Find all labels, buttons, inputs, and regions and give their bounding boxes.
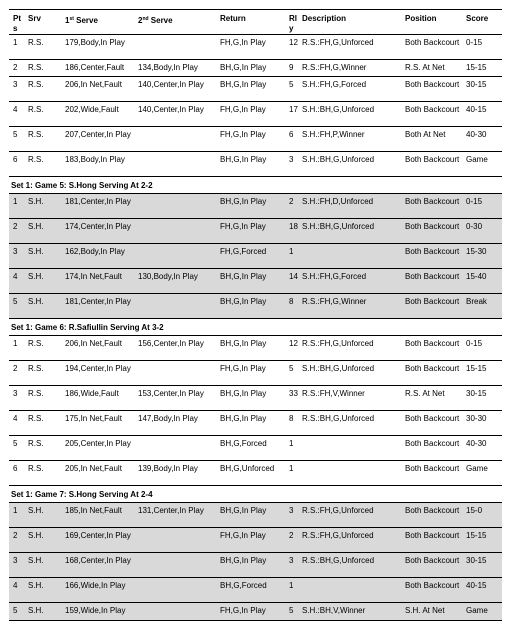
rally-cell: 3 <box>289 556 294 565</box>
table-row <box>9 152 502 177</box>
first-serve-cell: 205,In Net,Fault <box>65 464 122 473</box>
return-cell: BH,G,Unforced <box>220 464 275 473</box>
position-cell: Both Backcourt <box>405 222 460 231</box>
table-row <box>9 336 502 361</box>
score-cell: 0-15 <box>466 197 483 206</box>
second-serve-cell: 156,Center,In Play <box>138 339 204 348</box>
rally-cell: 8 <box>289 414 294 423</box>
position-cell: Both Backcourt <box>405 414 460 423</box>
position-cell: Both Backcourt <box>405 339 460 348</box>
first-serve-cell: 206,In Net,Fault <box>65 80 122 89</box>
header-first-serve <box>59 10 136 34</box>
first-serve-cell: 175,In Net,Fault <box>65 414 122 423</box>
rally-cell: 9 <box>289 63 294 72</box>
return-cell: BH,G,In Play <box>220 339 267 348</box>
rally-cell: 3 <box>289 155 294 164</box>
server-cell: R.S. <box>28 464 44 473</box>
second-serve-cell: 140,Center,In Play <box>138 80 204 89</box>
position-cell: Both Backcourt <box>405 464 460 473</box>
score-cell: 40-15 <box>466 581 487 590</box>
second-serve-cell <box>136 194 214 218</box>
second-serve-cell: 131,Center,In Play <box>138 506 204 515</box>
table-row <box>9 461 502 486</box>
first-serve-cell: 168,Center,In Play <box>65 556 131 565</box>
score-cell: 30-15 <box>466 389 487 398</box>
table-row <box>9 102 502 127</box>
return-cell: BH,G,In Play <box>220 556 267 565</box>
server-cell: S.H. <box>28 297 44 306</box>
header-first-serve-word: Serve <box>73 16 98 25</box>
server-cell: S.H. <box>28 272 44 281</box>
second-serve-cell: 147,Body,In Play <box>138 414 198 423</box>
server-cell: S.H. <box>28 506 44 515</box>
score-cell: Game <box>466 464 488 473</box>
table-row <box>9 503 502 528</box>
server-cell: R.S. <box>28 439 44 448</box>
points-cell: 5 <box>13 606 18 615</box>
description-cell: R.S.:FH,G,Unforced <box>302 339 374 348</box>
table-row <box>9 35 502 60</box>
second-serve-cell <box>136 553 214 577</box>
position-cell: Both At Net <box>405 130 446 139</box>
table-row <box>9 60 502 77</box>
position-cell: R.S. At Net <box>405 389 445 398</box>
server-cell: S.H. <box>28 556 44 565</box>
server-cell: R.S. <box>28 155 44 164</box>
rally-cell: 5 <box>289 364 294 373</box>
table-row <box>9 244 502 269</box>
table-row <box>9 411 502 436</box>
score-cell: 40-30 <box>466 130 487 139</box>
rally-cell: 1 <box>289 581 294 590</box>
second-serve-cell <box>136 603 214 620</box>
points-cell: 3 <box>13 80 18 89</box>
first-serve-cell: 205,Center,In Play <box>65 439 131 448</box>
position-cell: Both Backcourt <box>405 297 460 306</box>
position-cell: Both Backcourt <box>405 247 460 256</box>
second-serve-cell: 140,Center,In Play <box>138 105 204 114</box>
position-cell: Both Backcourt <box>405 439 460 448</box>
score-cell: 0-15 <box>466 38 483 47</box>
header-second-serve-sup: nd <box>142 16 149 22</box>
position-cell: R.S. At Net <box>405 63 445 72</box>
table-header-row <box>9 10 502 35</box>
points-cell: 1 <box>13 339 18 348</box>
table-row <box>9 528 502 553</box>
server-cell: R.S. <box>28 364 44 373</box>
header-second-serve-word: Serve <box>148 16 173 25</box>
points-cell: 3 <box>13 389 18 398</box>
return-cell: BH,G,Forced <box>220 439 267 448</box>
first-serve-cell: 181,Center,In Play <box>65 197 131 206</box>
first-serve-cell: 181,Center,In Play <box>65 297 131 306</box>
server-cell: R.S. <box>28 389 44 398</box>
score-cell: Game <box>466 155 488 164</box>
header-rally: Rl y <box>289 14 297 33</box>
return-cell: FH,G,In Play <box>220 105 266 114</box>
first-serve-cell: 202,Wide,Fault <box>65 105 119 114</box>
table-row <box>9 361 502 386</box>
first-serve-cell: 186,Wide,Fault <box>65 389 119 398</box>
score-cell: 15-15 <box>466 63 487 72</box>
points-cell: 2 <box>13 364 18 373</box>
table-row <box>9 603 502 620</box>
rally-cell: 12 <box>289 339 298 348</box>
return-cell: BH,G,In Play <box>220 155 267 164</box>
first-serve-cell: 159,Wide,In Play <box>65 606 126 615</box>
second-serve-cell: 130,Body,In Play <box>138 272 198 281</box>
table-row <box>9 77 502 102</box>
rally-cell: 6 <box>289 130 294 139</box>
score-cell: 15-0 <box>466 506 483 515</box>
points-cell: 2 <box>13 222 18 231</box>
return-cell: FH,G,In Play <box>220 130 266 139</box>
points-cell: 6 <box>13 464 18 473</box>
return-cell: BH,G,Forced <box>220 581 267 590</box>
score-cell: 15-40 <box>466 272 487 281</box>
point-by-point-table <box>9 9 502 621</box>
header-first-serve-num: 1 <box>65 16 70 25</box>
server-cell: S.H. <box>28 247 44 256</box>
return-cell: BH,G,In Play <box>220 297 267 306</box>
points-cell: 1 <box>13 506 18 515</box>
game-section-title: Set 1: Game 7: S.Hong Serving At 2-4 <box>9 486 502 503</box>
rally-cell: 3 <box>289 506 294 515</box>
server-cell: R.S. <box>28 414 44 423</box>
points-cell: 6 <box>13 155 18 164</box>
score-cell: 30-15 <box>466 80 487 89</box>
rally-cell: 1 <box>289 247 294 256</box>
description-cell: S.H.:FH,G,Forced <box>302 272 367 281</box>
points-cell: 5 <box>13 130 18 139</box>
description-cell: S.H.:BH,G,Unforced <box>302 222 375 231</box>
rally-cell: 5 <box>289 606 294 615</box>
description-cell: S.H.:FH,G,Forced <box>302 80 367 89</box>
description-cell <box>299 244 399 268</box>
description-cell <box>299 578 399 602</box>
return-cell: FH,G,Forced <box>220 247 267 256</box>
table-row <box>9 194 502 219</box>
first-serve-cell: 179,Body,In Play <box>65 38 125 47</box>
first-serve-cell: 183,Body,In Play <box>65 155 125 164</box>
header-server: Srv <box>28 14 41 23</box>
points-cell: 4 <box>13 272 18 281</box>
first-serve-cell: 185,In Net,Fault <box>65 506 122 515</box>
points-cell: 2 <box>13 63 18 72</box>
points-cell: 4 <box>13 414 18 423</box>
server-cell: S.H. <box>28 606 44 615</box>
score-cell: Break <box>466 297 487 306</box>
header-position: Position <box>405 14 437 23</box>
header-score: Score <box>466 14 489 23</box>
table-body <box>9 35 502 620</box>
position-cell: Both Backcourt <box>405 105 460 114</box>
return-cell: FH,G,In Play <box>220 531 266 540</box>
table-row <box>9 294 502 319</box>
description-cell <box>299 461 399 485</box>
header-second-serve <box>136 10 214 34</box>
position-cell: Both Backcourt <box>405 197 460 206</box>
server-cell: S.H. <box>28 197 44 206</box>
position-cell: Both Backcourt <box>405 38 460 47</box>
description-cell: R.S.:BH,G,Unforced <box>302 556 375 565</box>
return-cell: BH,G,In Play <box>220 506 267 515</box>
return-cell: BH,G,In Play <box>220 63 267 72</box>
return-cell: FH,G,In Play <box>220 364 266 373</box>
description-cell: R.S.:FH,G,Winner <box>302 63 367 72</box>
second-serve-cell <box>136 219 214 243</box>
header-second-serve-num: 2 <box>138 16 143 25</box>
position-cell: Both Backcourt <box>405 272 460 281</box>
header-description: Description <box>302 14 347 23</box>
table-row <box>9 553 502 578</box>
points-cell: 1 <box>13 197 18 206</box>
game-section-title: Set 1: Game 5: S.Hong Serving At 2-2 <box>9 177 502 194</box>
description-cell <box>299 436 399 460</box>
second-serve-cell: 153,Center,In Play <box>138 389 204 398</box>
table-row <box>9 436 502 461</box>
first-serve-cell: 174,In Net,Fault <box>65 272 122 281</box>
rally-cell: 2 <box>289 197 294 206</box>
server-cell: R.S. <box>28 80 44 89</box>
description-cell: R.S.:FH,V,Winner <box>302 389 365 398</box>
second-serve-cell <box>136 436 214 460</box>
return-cell: FH,G,In Play <box>220 38 266 47</box>
return-cell: FH,G,In Play <box>220 222 266 231</box>
points-cell: 5 <box>13 439 18 448</box>
second-serve-cell <box>136 361 214 385</box>
rally-cell: 12 <box>289 38 298 47</box>
return-cell: BH,G,In Play <box>220 197 267 206</box>
first-serve-cell: 206,In Net,Fault <box>65 339 122 348</box>
second-serve-cell <box>136 294 214 318</box>
rally-cell: 1 <box>289 464 294 473</box>
score-cell: 0-15 <box>466 339 483 348</box>
points-cell: 4 <box>13 581 18 590</box>
position-cell: S.H. At Net <box>405 606 445 615</box>
server-cell: S.H. <box>28 581 44 590</box>
rally-cell: 8 <box>289 297 294 306</box>
score-cell: 0-30 <box>466 222 483 231</box>
server-cell: R.S. <box>28 105 44 114</box>
return-cell: BH,G,In Play <box>220 80 267 89</box>
return-cell: BH,G,In Play <box>220 414 267 423</box>
server-cell: R.S. <box>28 38 44 47</box>
return-cell: FH,G,In Play <box>220 606 266 615</box>
position-cell: Both Backcourt <box>405 556 460 565</box>
table-row <box>9 578 502 603</box>
score-cell: 30-15 <box>466 556 487 565</box>
description-cell: R.S.:FH,G,Unforced <box>302 38 374 47</box>
server-cell: S.H. <box>28 222 44 231</box>
first-serve-cell: 194,Center,In Play <box>65 364 131 373</box>
rally-cell: 5 <box>289 80 294 89</box>
position-cell: Both Backcourt <box>405 364 460 373</box>
description-cell: S.H.:FH,D,Unforced <box>302 197 374 206</box>
points-cell: 2 <box>13 531 18 540</box>
description-cell: S.H.:BH,G,Unforced <box>302 364 375 373</box>
first-serve-cell: 186,Center,Fault <box>65 63 125 72</box>
score-cell: 30-30 <box>466 414 487 423</box>
description-cell: R.S.:FH,G,Unforced <box>302 506 374 515</box>
rally-cell: 2 <box>289 531 294 540</box>
description-cell: R.S.:FH,G,Winner <box>302 297 367 306</box>
table-row <box>9 219 502 244</box>
score-cell: 15-30 <box>466 247 487 256</box>
points-cell: 3 <box>13 247 18 256</box>
first-serve-cell: 174,Center,In Play <box>65 222 131 231</box>
first-serve-cell: 162,Body,In Play <box>65 247 125 256</box>
rally-cell: 1 <box>289 439 294 448</box>
description-cell: S.H.:BH,G,Unforced <box>302 105 375 114</box>
second-serve-cell <box>136 244 214 268</box>
header-points: Pt s <box>13 14 21 33</box>
description-cell: R.S.:FH,G,Unforced <box>302 531 374 540</box>
position-cell: Both Backcourt <box>405 531 460 540</box>
description-cell: S.H.:FH,P,Winner <box>302 130 365 139</box>
rally-cell: 33 <box>289 389 298 398</box>
rally-cell: 18 <box>289 222 298 231</box>
score-cell: 15-15 <box>466 364 487 373</box>
points-cell: 5 <box>13 297 18 306</box>
second-serve-cell <box>136 127 214 151</box>
position-cell: Both Backcourt <box>405 80 460 89</box>
description-cell: R.S.:BH,G,Unforced <box>302 414 375 423</box>
rally-cell: 17 <box>289 105 298 114</box>
game-section-title: Set 1: Game 6: R.Safiullin Serving At 3-2 <box>9 319 502 336</box>
first-serve-cell: 169,Center,In Play <box>65 531 131 540</box>
table-row <box>9 269 502 294</box>
position-cell: Both Backcourt <box>405 506 460 515</box>
second-serve-cell: 134,Body,In Play <box>138 63 198 72</box>
score-cell: 40-15 <box>466 105 487 114</box>
score-cell: 40-30 <box>466 439 487 448</box>
server-cell: R.S. <box>28 63 44 72</box>
header-first-serve-sup: st <box>69 16 74 22</box>
points-cell: 1 <box>13 38 18 47</box>
first-serve-cell: 207,Center,In Play <box>65 130 131 139</box>
position-cell: Both Backcourt <box>405 581 460 590</box>
points-cell: 4 <box>13 105 18 114</box>
first-serve-cell: 166,Wide,In Play <box>65 581 126 590</box>
header-return: Return <box>220 14 246 23</box>
rally-cell: 14 <box>289 272 298 281</box>
position-cell: Both Backcourt <box>405 155 460 164</box>
second-serve-cell: 139,Body,In Play <box>138 464 198 473</box>
description-cell: S.H.:BH,V,Winner <box>302 606 366 615</box>
score-cell: 15-15 <box>466 531 487 540</box>
server-cell: S.H. <box>28 531 44 540</box>
score-cell: Game <box>466 606 488 615</box>
points-cell: 3 <box>13 556 18 565</box>
second-serve-cell <box>136 35 214 59</box>
return-cell: BH,G,In Play <box>220 272 267 281</box>
server-cell: R.S. <box>28 130 44 139</box>
second-serve-cell <box>136 578 214 602</box>
table-row <box>9 386 502 411</box>
description-cell: S.H.:BH,G,Unforced <box>302 155 375 164</box>
server-cell: R.S. <box>28 339 44 348</box>
return-cell: BH,G,In Play <box>220 389 267 398</box>
second-serve-cell <box>136 528 214 552</box>
second-serve-cell <box>136 152 214 176</box>
table-row <box>9 127 502 152</box>
